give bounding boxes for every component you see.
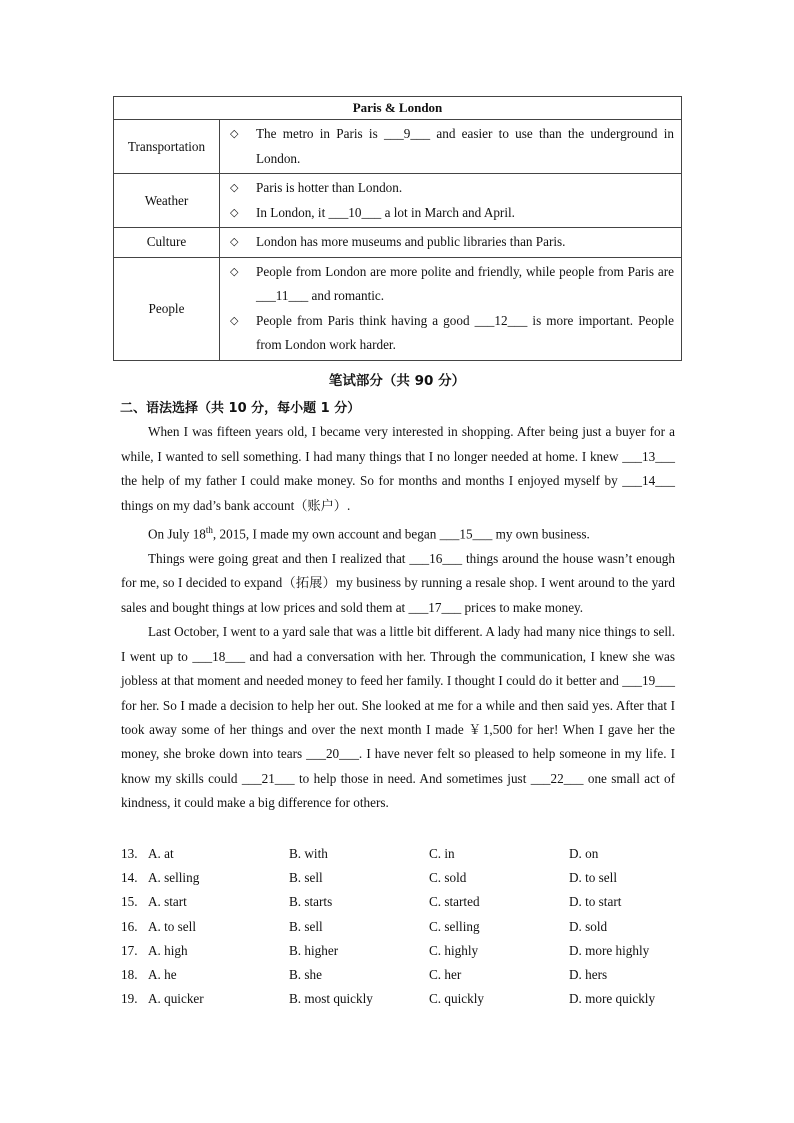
question-number: 13.	[121, 846, 138, 861]
bullet-text: Paris is hotter than London.	[256, 180, 403, 195]
paragraph-text: , 2015, I made my own account and began ___15___ my own business.	[212, 526, 590, 542]
option-d[interactable]: D. more highly	[569, 942, 650, 958]
bullet-item	[230, 122, 674, 171]
option-c[interactable]: C. started	[429, 894, 480, 910]
content-cell	[220, 257, 682, 360]
passage-paragraph	[121, 518, 675, 547]
question-row	[121, 915, 681, 939]
question-number: 16.	[121, 918, 138, 934]
content-cell	[220, 228, 682, 258]
question-number: 19.	[121, 991, 138, 1007]
table-row	[114, 228, 682, 258]
diamond-icon: ◇	[230, 236, 239, 248]
option-a[interactable]: A. to sell	[148, 918, 196, 934]
option-b[interactable]: B. sell	[289, 870, 323, 886]
part-title: 二、语法选择（共 10 分，每小题 1 分）	[120, 401, 361, 416]
passage-paragraph: Last October, I went to a yard sale that was a little bit different. A lady had many nice things to sell. I went up to ___18___ and had a conversation with her. Through the communication, I knew she was jobless at that moment and needed money to feed her family. I thought I could do it better and ___19___ for her. So I made a decision to help her out. She looked at me for a while and then said yes. After that I took away some of her things and over the next month I made ￥1,500 for her! When I gave her the money, she broke down into tears ___20___. I have never felt so pleased to help someone in my life. I know my skills could ___21___ to help those in need. And sometimes just ___22___ one small act of kindness, it could make a big difference for others.	[121, 624, 675, 811]
option-a[interactable]: A. at	[148, 846, 174, 861]
table-title: Paris & London	[114, 97, 682, 120]
question-row	[121, 987, 681, 1011]
option-a[interactable]: A. high	[148, 942, 188, 958]
category-cell: Transportation	[114, 120, 220, 174]
option-b[interactable]: B. she	[289, 966, 322, 982]
diamond-icon: ◇	[230, 128, 239, 140]
question-row	[121, 842, 681, 866]
option-d[interactable]: D. to start	[569, 894, 622, 910]
question-row	[121, 890, 681, 914]
question-row	[121, 866, 681, 890]
paragraph-text: On July 18	[148, 526, 206, 542]
category-cell: Culture	[114, 228, 220, 258]
option-d[interactable]: D. more quickly	[569, 991, 656, 1007]
option-a[interactable]: A. start	[148, 894, 187, 910]
option-a[interactable]: A. selling	[148, 870, 200, 886]
diamond-icon: ◇	[230, 182, 239, 194]
diamond-icon: ◇	[230, 206, 239, 219]
option-c[interactable]: C. her	[429, 966, 462, 982]
passage-paragraph: When I was fifteen years old, I became very interested in shopping. After being just a buyer for a while, I wanted to sell something. I had many things that I no longer needed at home. I knew ___13___ the help of my father I could make money. So for months and months I enjoyed myself by ___14___ things on my dad’s bank account（账户）.	[121, 424, 675, 513]
option-b[interactable]: B. most quickly	[289, 991, 373, 1007]
bullet-text: The metro in Paris is ___9___ and easier to use than the underground in London.	[256, 126, 674, 166]
option-b[interactable]: B. with	[289, 846, 328, 861]
option-c[interactable]: C. sold	[429, 870, 467, 886]
option-c[interactable]: C. quickly	[429, 991, 484, 1007]
bullet-text: In London, it ___10___ a lot in March and April.	[256, 204, 515, 220]
option-b[interactable]: B. sell	[289, 918, 323, 934]
bullet-text: People from London are more polite and friendly, while people from Paris are ___11___ and romantic.	[256, 263, 674, 303]
question-number: 15.	[121, 894, 138, 910]
table-row	[114, 257, 682, 360]
answer-options	[121, 842, 681, 1011]
option-a[interactable]: A. quicker	[148, 991, 204, 1007]
option-d[interactable]: D. hers	[569, 966, 608, 982]
bullet-text: London has more museums and public libraries than Paris.	[256, 234, 566, 249]
question-row	[121, 963, 681, 987]
option-c[interactable]: C. in	[429, 846, 455, 861]
table-row	[114, 174, 682, 228]
section-title: 笔试部分（共 90 分）	[328, 373, 466, 389]
content-cell	[220, 120, 682, 174]
paris-london-table	[113, 96, 682, 361]
diamond-icon: ◇	[230, 314, 239, 327]
question-number: 17.	[121, 942, 138, 958]
bullet-item	[230, 309, 674, 358]
option-d[interactable]: D. to sell	[569, 870, 617, 886]
option-c[interactable]: C. highly	[429, 942, 479, 958]
table-row	[114, 120, 682, 174]
content-cell	[220, 174, 682, 228]
question-number: 14.	[121, 870, 138, 886]
passage-paragraph: Things were going great and then I realized that ___16___ things around the house wasn’t enough for me, so I decided to expand（拓展）my business by running a resale shop. I went around to the yard sales and bought things at low prices and sold them at ___17___ prices to make money.	[121, 550, 675, 615]
bullet-item	[230, 260, 674, 309]
bullet-item	[230, 176, 674, 201]
bullet-text: People from Paris think having a good ___12___ is more important. People from London work harder.	[256, 312, 674, 352]
category-cell: Weather	[114, 174, 220, 228]
option-a[interactable]: A. he	[148, 966, 177, 982]
option-c[interactable]: C. selling	[429, 918, 480, 934]
question-row	[121, 939, 681, 963]
table-header-row	[114, 97, 682, 120]
ordinal-suffix: th	[205, 525, 213, 535]
category-cell: People	[114, 257, 220, 360]
option-d[interactable]: D. sold	[569, 918, 608, 934]
option-b[interactable]: B. starts	[289, 894, 333, 910]
reading-passage	[121, 420, 675, 816]
option-b[interactable]: B. higher	[289, 942, 339, 958]
bullet-item	[230, 201, 674, 226]
bullet-item	[230, 230, 674, 255]
option-d[interactable]: D. on	[569, 846, 599, 861]
diamond-icon: ◇	[230, 265, 239, 278]
question-number: 18.	[121, 966, 138, 982]
